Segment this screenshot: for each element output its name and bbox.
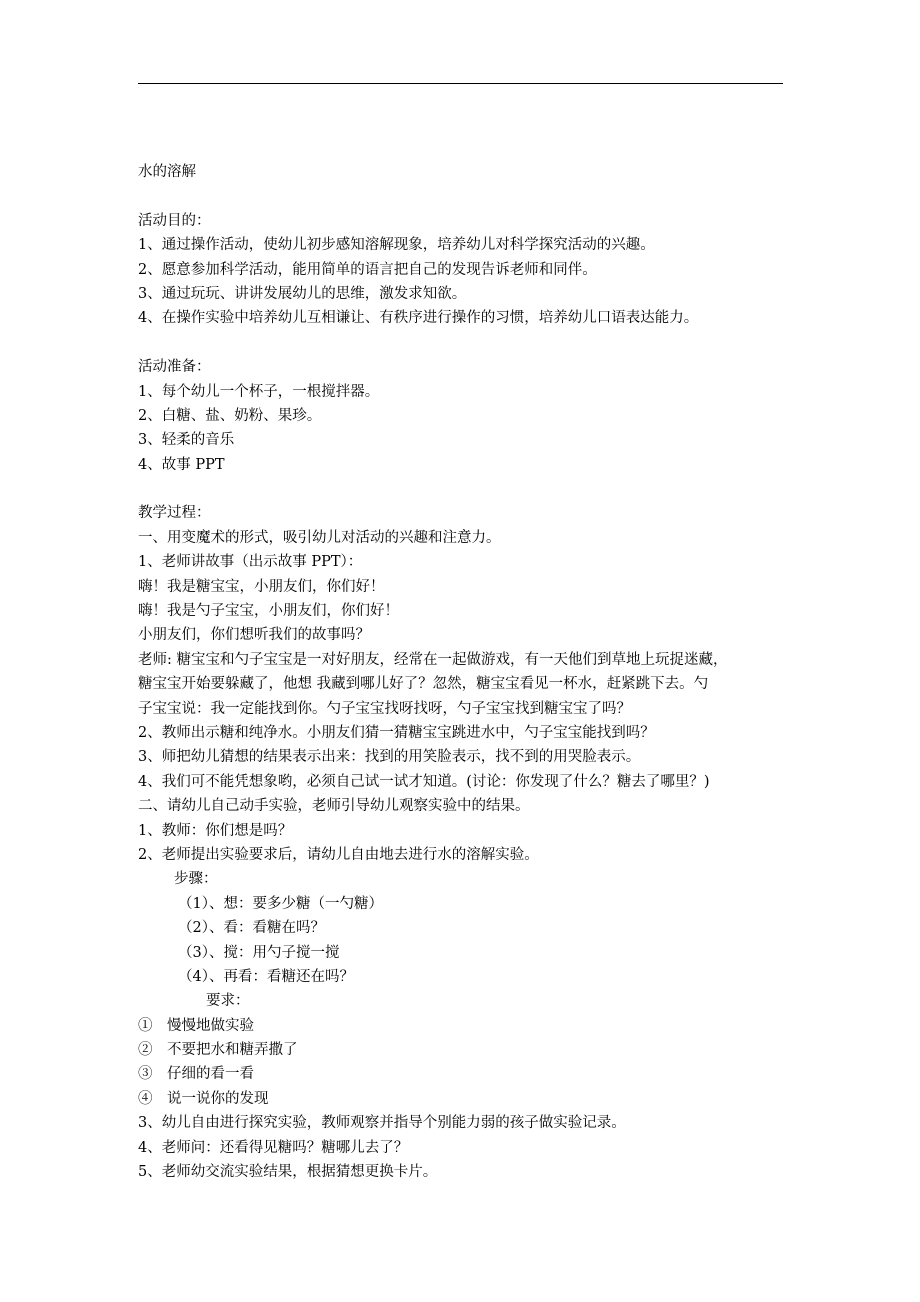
goal-item: 3、通过玩玩、讲讲发展幼儿的思维，激发求知欲。 bbox=[138, 285, 467, 302]
goal-item: 1、通过操作活动，使幼儿初步感知溶解现象，培养幼儿对科学探究活动的兴趣。 bbox=[138, 237, 655, 254]
process-heading: 教学过程： bbox=[138, 505, 211, 522]
part2-line: 1、教师：你们想是吗？ bbox=[138, 822, 293, 839]
prep-item: 1、每个幼儿一个杯子，一根搅拌器。 bbox=[138, 383, 380, 400]
part1-line: 4、我们可不能凭想象哟，必须自己试一试才知道。(讨论：你发现了什么？糖去了哪里？) bbox=[138, 773, 710, 790]
part1-line: 嗨！我是勺子宝宝，小朋友们，你们好！ bbox=[138, 603, 399, 620]
document-body bbox=[138, 160, 838, 1184]
steps-label: 步骤： bbox=[174, 871, 218, 888]
part1-line: 2、教师出示糖和纯净水。小朋友们猜一猜糖宝宝跳进水中，勺子宝宝能找到吗？ bbox=[138, 724, 655, 741]
part2-line: 4、老师问：还看得见糖吗？糖哪儿去了？ bbox=[138, 1139, 409, 1156]
requirements-label: 要求： bbox=[206, 993, 250, 1010]
part2-line: 2、老师提出实验要求后，请幼儿自由地去进行水的溶解实验。 bbox=[138, 846, 539, 863]
spacer bbox=[138, 477, 838, 501]
prep-item: 3、轻柔的音乐 bbox=[138, 432, 235, 449]
goal-item: 2、愿意参加科学活动，能用简单的语言把自己的发现告诉老师和同伴。 bbox=[138, 261, 597, 278]
prep-heading: 活动准备： bbox=[138, 359, 211, 376]
document-title: 水的溶解 bbox=[138, 164, 196, 180]
spacer bbox=[138, 331, 838, 355]
step-item: （3）、搅：用勺子搅一搅 bbox=[178, 944, 340, 961]
requirement-item: ④ 说一说你的发现 bbox=[138, 1090, 269, 1107]
goals-heading: 活动目的： bbox=[138, 212, 211, 229]
part2-line: 3、幼儿自由进行探究实验，教师观察并指导个别能力弱的孩子做实验记录。 bbox=[138, 1115, 626, 1132]
part2-line: 5、老师幼交流实验结果，根据猜想更换卡片。 bbox=[138, 1164, 438, 1181]
step-item: （2）、看：看糖在吗？ bbox=[178, 920, 325, 937]
part1-line: 小朋友们，你们想听我们的故事吗？ bbox=[138, 627, 370, 644]
requirement-item: ② 不要把水和糖弄撒了 bbox=[138, 1042, 298, 1059]
requirement-item: ③ 仔细的看一看 bbox=[138, 1066, 254, 1083]
part1-line: 3、师把幼儿猜想的结果表示出来：找到的用笑脸表示，找不到的用哭脸表示。 bbox=[138, 749, 641, 766]
step-item: （4）、再看：看糖还在吗？ bbox=[178, 968, 354, 985]
part1-line: 1、老师讲故事（出示故事 PPT）： bbox=[138, 554, 363, 571]
prep-item: 2、白糖、盐、奶粉、果珍。 bbox=[138, 407, 322, 424]
step-item: （1）、想：要多少糖（一勺糖） bbox=[178, 895, 383, 912]
spacer bbox=[138, 184, 838, 208]
header-rule bbox=[138, 83, 783, 84]
part1-title: 一、用变魔术的形式，吸引幼儿对活动的兴趣和注意力。 bbox=[138, 529, 501, 546]
goal-item: 4、在操作实验中培养幼儿互相谦让、有秩序进行操作的习惯，培养幼儿口语表达能力。 bbox=[138, 310, 699, 327]
part1-line: 子宝宝说：我一定能找到你。勺子宝宝找呀找呀，勺子宝宝找到糖宝宝了吗？ bbox=[138, 700, 631, 717]
part2-title: 二、请幼儿自己动手实验，老师引导幼儿观察实验中的结果。 bbox=[138, 798, 530, 815]
part1-line: 糖宝宝开始要躲藏了，他想 我藏到哪儿好了？忽然，糖宝宝看见一杯水，赶紧跳下去。勺 bbox=[138, 676, 709, 693]
requirement-item: ① 慢慢地做实验 bbox=[138, 1017, 254, 1034]
part1-line: 嗨！我是糖宝宝，小朋友们，你们好！ bbox=[138, 578, 385, 595]
part1-line: 老师: 糖宝宝和勺子宝宝是一对好朋友，经常在一起做游戏，有一天他们到草地上玩捉迷藏， bbox=[138, 651, 728, 668]
prep-item: 4、故事 PPT bbox=[138, 456, 225, 473]
